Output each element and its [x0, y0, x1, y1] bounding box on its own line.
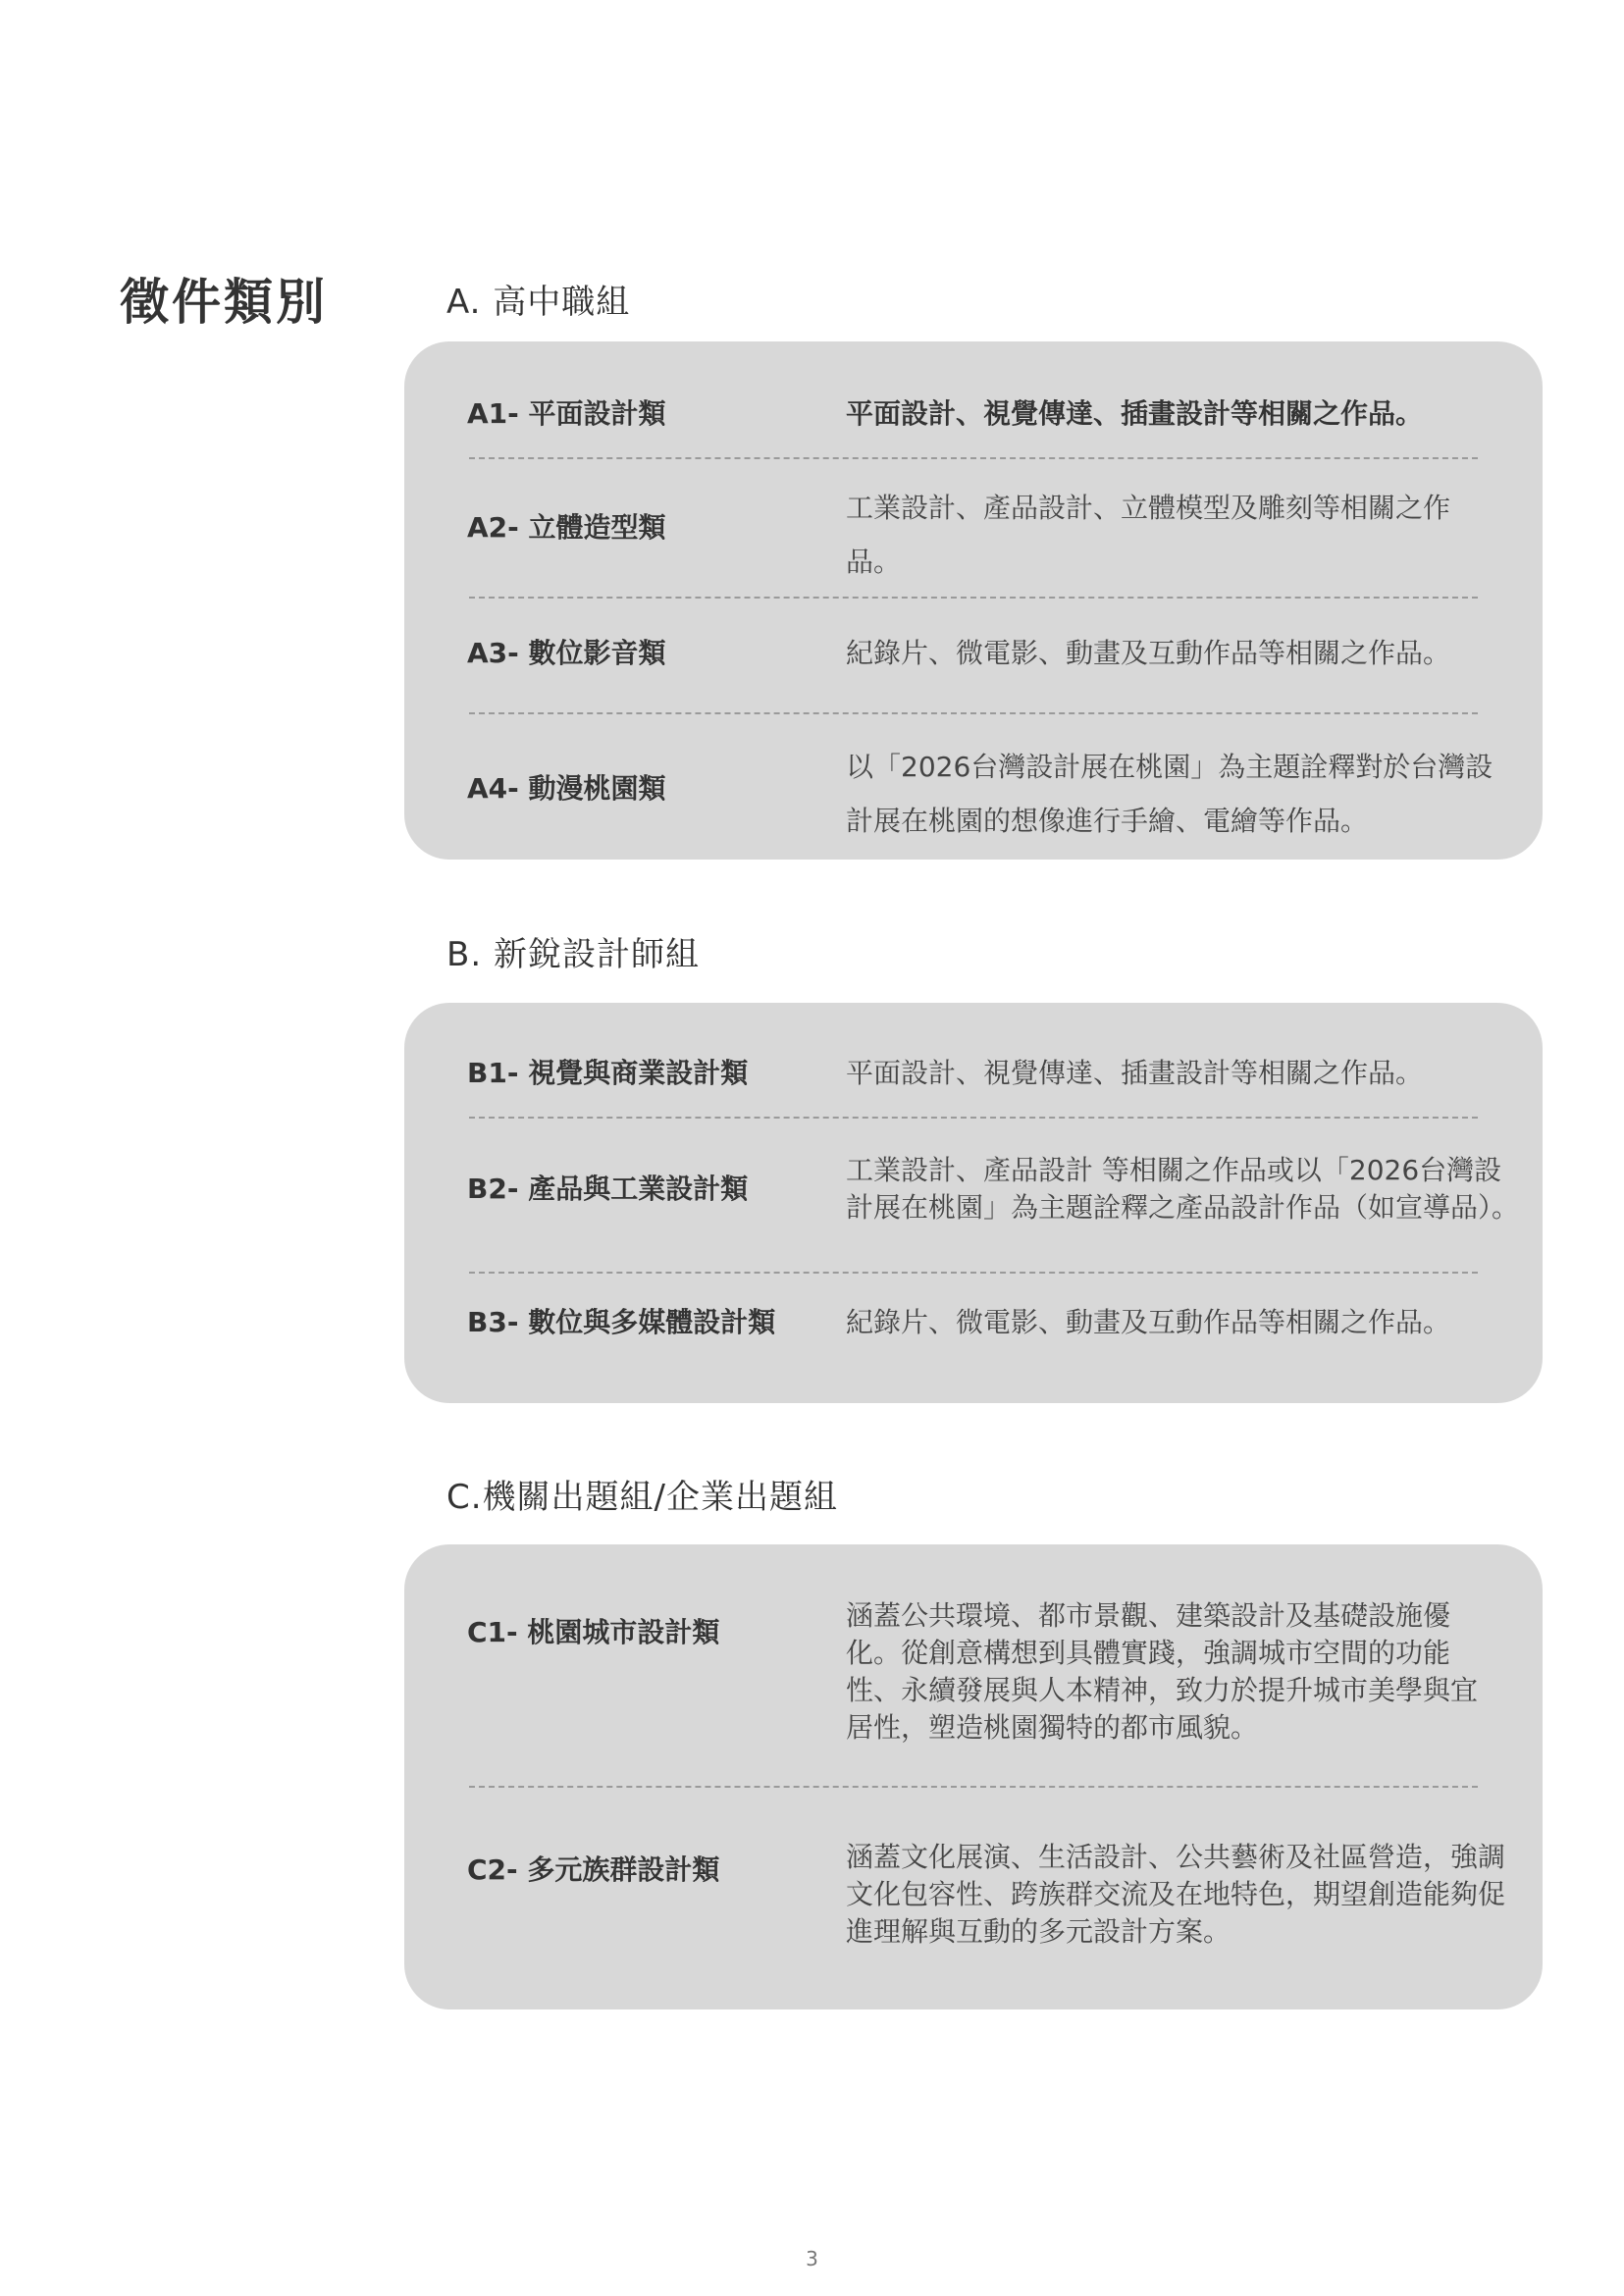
row-divider	[469, 1786, 1478, 1788]
row-divider	[469, 1272, 1478, 1274]
category-description: 平面設計、視覺傳達、插畫設計等相關之作品。	[846, 397, 1424, 430]
category-label: A2- 立體造型類	[467, 511, 666, 544]
page-number: 3	[806, 2247, 818, 2270]
row-divider	[469, 597, 1478, 599]
category-label: B3- 數位與多媒體設計類	[467, 1306, 776, 1338]
category-label: A4- 動漫桃園類	[467, 772, 666, 805]
group-heading-a: A. 高中職組	[446, 283, 631, 322]
category-label: B2- 產品與工業設計類	[467, 1173, 749, 1205]
category-description: 以「2026台灣設計展在桃園」為主題詮釋對於台灣設計展在桃園的想像進行手繪、電繪等作品。	[846, 751, 1493, 837]
category-description: 涵蓋文化展演、生活設計、公共藝術及社區營造，強調文化包容性、跨族群交流及在地特色，期望創造能夠促進理解與互動的多元設計方案。	[846, 1841, 1506, 1948]
category-description: 平面設計、視覺傳達、插畫設計等相關之作品。	[846, 1057, 1424, 1089]
category-label: B1- 視覺與商業設計類	[467, 1057, 749, 1089]
page-title: 徵件類別	[120, 274, 328, 331]
category-card-b	[404, 1003, 1543, 1403]
category-description: 紀錄片、微電影、動畫及互動作品等相關之作品。	[846, 1306, 1451, 1338]
row-divider	[469, 457, 1478, 459]
group-heading-c: C.機關出題組/企業出題組	[446, 1478, 839, 1517]
category-description: 工業設計、產品設計、立體模型及雕刻等相關之作品。	[846, 492, 1451, 578]
category-description: 工業設計、產品設計 等相關之作品或以「2026台灣設計展在桃園」為主題詮釋之產品設計作品（如宣導品）。	[846, 1154, 1520, 1224]
category-label: C2- 多元族群設計類	[467, 1853, 720, 1886]
category-card-a	[404, 341, 1543, 860]
category-description: 紀錄片、微電影、動畫及互動作品等相關之作品。	[846, 637, 1451, 669]
category-card-c	[404, 1544, 1543, 2009]
category-label: A1- 平面設計類	[467, 397, 666, 430]
row-divider	[469, 1117, 1478, 1119]
category-description: 涵蓋公共環境、都市景觀、建築設計及基礎設施優化。從創意構想到具體實踐，強調城市空間的功能性、永續發展與人本精神，致力於提升城市美學與宜居性，塑造桃園獨特的都市風貌。	[846, 1599, 1479, 1744]
category-label: C1- 桃園城市設計類	[467, 1616, 720, 1648]
group-heading-b: B. 新銳設計師組	[446, 935, 700, 974]
category-label: A3- 數位影音類	[467, 637, 666, 669]
row-divider	[469, 712, 1478, 714]
